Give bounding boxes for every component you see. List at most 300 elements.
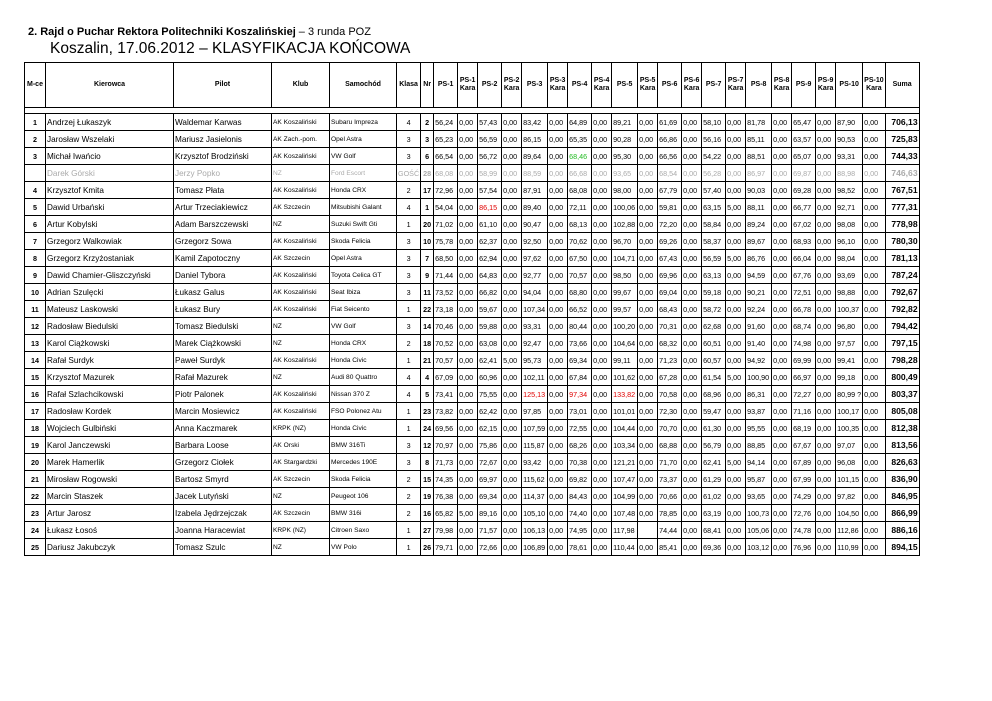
table-cell: 0,00 <box>502 182 522 199</box>
table-cell: 7 <box>25 233 46 250</box>
table-cell: Honda Civic <box>330 352 397 369</box>
table-cell: 133,82 <box>612 386 638 403</box>
table-cell: 0,00 <box>682 284 702 301</box>
table-cell: 106,13 <box>522 522 548 539</box>
table-cell: 66,68 <box>568 165 592 182</box>
table-cell: 66,52 <box>568 301 592 318</box>
table-cell: 98,52 <box>836 182 863 199</box>
table-cell: 89,40 <box>522 199 548 216</box>
table-cell: 0,00 <box>816 165 836 182</box>
table-cell: 58,37 <box>702 233 726 250</box>
table-cell: 69,34 <box>478 488 502 505</box>
table-cell: NZ <box>272 335 330 352</box>
table-cell: 79,98 <box>434 522 458 539</box>
table-cell: 63,13 <box>702 267 726 284</box>
table-cell: 107,34 <box>522 301 548 318</box>
table-cell: 4 <box>397 199 421 216</box>
column-header: Klasa <box>397 63 421 108</box>
table-cell: 11 <box>421 284 434 301</box>
table-cell: 0,00 <box>458 250 478 267</box>
table-cell: 0,00 <box>458 131 478 148</box>
table-cell: 68,54 <box>658 165 682 182</box>
table-cell: 4 <box>421 369 434 386</box>
table-cell: 0,00 <box>863 471 885 488</box>
table-cell: 115,62 <box>522 471 548 488</box>
table-cell: 1 <box>397 403 421 420</box>
table-cell: 744,33 <box>885 148 919 165</box>
table-cell: 0,00 <box>592 284 612 301</box>
table-cell: 15 <box>421 471 434 488</box>
table-cell: 63,15 <box>702 199 726 216</box>
table-cell: AK Koszaliński <box>272 301 330 318</box>
table-cell: 792,67 <box>885 284 919 301</box>
table-cell: 0,00 <box>726 284 746 301</box>
table-cell: 0,00 <box>816 471 836 488</box>
table-cell: 0,00 <box>502 369 522 386</box>
table-cell: 813,56 <box>885 437 919 454</box>
column-header: Suma <box>885 63 919 108</box>
table-cell: 0,00 <box>863 488 885 505</box>
table-cell: 0,00 <box>772 318 792 335</box>
table-cell: Dawid Urbański <box>46 199 174 216</box>
table-cell: AK Koszaliński <box>272 114 330 131</box>
table-cell: 59,81 <box>658 199 682 216</box>
table-cell: 0,00 <box>502 199 522 216</box>
table-cell: 5,00 <box>726 369 746 386</box>
table-cell: 88,98 <box>836 165 863 182</box>
table-cell: 99,18 <box>836 369 863 386</box>
table-cell: 0,00 <box>726 420 746 437</box>
table-cell: 21 <box>421 352 434 369</box>
table-cell: 0,00 <box>772 267 792 284</box>
table-cell: 0,00 <box>548 250 568 267</box>
table-cell: 0,00 <box>638 471 658 488</box>
table-cell: 67,28 <box>658 369 682 386</box>
table-cell: 0,00 <box>638 284 658 301</box>
table-cell: Łukasz Bury <box>174 301 272 318</box>
table-cell: 2 <box>397 488 421 505</box>
table-cell: 9 <box>25 267 46 284</box>
table-cell: 0,00 <box>548 233 568 250</box>
table-cell: 68,50 <box>434 250 458 267</box>
table-cell: 0,00 <box>502 403 522 420</box>
table-cell: 69,04 <box>658 284 682 301</box>
table-cell: 725,83 <box>885 131 919 148</box>
table-row <box>25 233 920 250</box>
table-cell: Radosław Biedulski <box>46 318 174 335</box>
table-cell: 99,11 <box>612 352 638 369</box>
table-cell: 5,00 <box>502 352 522 369</box>
table-cell: 0,00 <box>863 165 885 182</box>
table-cell: NZ <box>272 318 330 335</box>
table-cell: 0,00 <box>726 114 746 131</box>
table-cell: 0,00 <box>816 352 836 369</box>
table-cell: 100,17 <box>836 403 863 420</box>
table-cell: 0,00 <box>863 386 885 403</box>
table-cell: 0,00 <box>548 267 568 284</box>
table-cell: 0,00 <box>682 182 702 199</box>
table-cell: 0,00 <box>502 216 522 233</box>
table-cell: 73,52 <box>434 284 458 301</box>
table-cell: 75,86 <box>478 437 502 454</box>
table-cell: 0,00 <box>863 352 885 369</box>
table-cell: 0,00 <box>502 267 522 284</box>
table-cell: 70,97 <box>434 437 458 454</box>
table-cell: 104,50 <box>836 505 863 522</box>
table-cell: AK Stargardzki <box>272 454 330 471</box>
table-cell: 0,00 <box>592 131 612 148</box>
table-cell: 794,42 <box>885 318 919 335</box>
table-cell: NZ <box>272 165 330 182</box>
table-cell: 0,00 <box>863 318 885 335</box>
table-cell: 98,50 <box>612 267 638 284</box>
table-cell: 93,69 <box>836 267 863 284</box>
table-cell: 83,42 <box>522 114 548 131</box>
table-cell: Opel Astra <box>330 250 397 267</box>
table-cell: 0,00 <box>548 437 568 454</box>
table-cell: Kamil Zapotoczny <box>174 250 272 267</box>
table-cell: 67,76 <box>792 267 816 284</box>
table-cell: AK Zach.-pom. <box>272 131 330 148</box>
event-title <box>28 26 371 38</box>
table-cell: 0,00 <box>726 471 746 488</box>
table-cell: 80,44 <box>568 318 592 335</box>
table-cell: Wojciech Gulbiński <box>46 420 174 437</box>
table-cell: 67,84 <box>568 369 592 386</box>
table-cell: 0,00 <box>682 386 702 403</box>
table-cell: 0,00 <box>772 522 792 539</box>
table-cell: 104,64 <box>612 335 638 352</box>
table-cell: 59,88 <box>478 318 502 335</box>
table-cell: 89,16 <box>478 505 502 522</box>
table-row <box>25 505 920 522</box>
table-cell: Honda Civic <box>330 420 397 437</box>
table-cell: 20 <box>25 454 46 471</box>
table-cell: 0,00 <box>863 284 885 301</box>
table-cell: 0,00 <box>548 386 568 403</box>
table-cell: 61,54 <box>702 369 726 386</box>
table-cell: VW Golf <box>330 318 397 335</box>
table-cell: 97,85 <box>522 403 548 420</box>
table-row <box>25 488 920 505</box>
table-cell: 69,28 <box>792 182 816 199</box>
table-cell: AK Orski <box>272 437 330 454</box>
table-cell: 0,00 <box>816 250 836 267</box>
table-cell: AK Koszaliński <box>272 267 330 284</box>
table-cell: NZ <box>272 488 330 505</box>
table-row <box>25 165 920 182</box>
table-cell: Marcin Staszek <box>46 488 174 505</box>
table-cell: 71,44 <box>434 267 458 284</box>
table-cell: 76,96 <box>792 539 816 556</box>
table-cell: 23 <box>421 403 434 420</box>
table-cell: GOŚĆ <box>397 165 421 182</box>
table-cell: 0,00 <box>638 114 658 131</box>
table-cell: 0,00 <box>458 165 478 182</box>
table-cell: 0,00 <box>863 233 885 250</box>
column-header: M-ce <box>25 63 46 108</box>
table-cell: 60,57 <box>702 352 726 369</box>
table-cell: 0,00 <box>458 403 478 420</box>
table-cell: 65,07 <box>792 148 816 165</box>
table-cell: 112,86 <box>836 522 863 539</box>
table-cell: 0,00 <box>726 386 746 403</box>
table-cell: 0,00 <box>816 386 836 403</box>
table-cell: 78,85 <box>658 505 682 522</box>
table-cell: 96,80 <box>836 318 863 335</box>
table-cell: 0,00 <box>638 488 658 505</box>
table-cell: 68,19 <box>792 420 816 437</box>
table-cell: 58,84 <box>702 216 726 233</box>
table-cell: 0,00 <box>816 233 836 250</box>
table-cell: 94,14 <box>746 454 772 471</box>
table-cell: 98,04 <box>836 250 863 267</box>
table-row <box>25 284 920 301</box>
table-cell: 1 <box>397 539 421 556</box>
table-cell: 97,57 <box>836 335 863 352</box>
table-cell: 69,97 <box>478 471 502 488</box>
column-header: Nr <box>421 63 434 108</box>
table-cell: 95,55 <box>746 420 772 437</box>
table-cell: 0,00 <box>458 471 478 488</box>
table-cell: 0,00 <box>458 301 478 318</box>
table-cell: 71,70 <box>658 454 682 471</box>
column-header: PS-7 Kara <box>726 63 746 108</box>
table-cell: 90,28 <box>612 131 638 148</box>
table-cell: Krzysztof Mazurek <box>46 369 174 386</box>
table-cell: 56,79 <box>702 437 726 454</box>
table-cell: 97,07 <box>836 437 863 454</box>
table-cell: 0,00 <box>638 403 658 420</box>
table-cell: 0,00 <box>502 488 522 505</box>
table-cell: 70,31 <box>658 318 682 335</box>
table-cell: 0,00 <box>502 522 522 539</box>
table-cell: 0,00 <box>772 131 792 148</box>
table-cell: 70,62 <box>568 233 592 250</box>
table-cell: 3 <box>25 148 46 165</box>
table-cell: 0,00 <box>816 148 836 165</box>
table-cell: 93,42 <box>522 454 548 471</box>
table-cell: Joanna Haracewiat <box>174 522 272 539</box>
table-cell: NZ <box>272 369 330 386</box>
table-cell: 6 <box>25 216 46 233</box>
table-cell: 0,00 <box>458 437 478 454</box>
table-cell: 105,06 <box>746 522 772 539</box>
table-cell: 0,00 <box>726 488 746 505</box>
table-cell: 0,00 <box>682 165 702 182</box>
table-cell: 6 <box>421 148 434 165</box>
table-cell: 89,24 <box>746 216 772 233</box>
table-cell: Mitsubishi Galant <box>330 199 397 216</box>
table-cell: 0,00 <box>726 318 746 335</box>
table-cell: 73,37 <box>658 471 682 488</box>
table-cell: 0,00 <box>682 233 702 250</box>
table-cell: 5,00 <box>458 505 478 522</box>
table-cell: 0,00 <box>772 352 792 369</box>
table-cell: 73,66 <box>568 335 592 352</box>
table-cell: Barbara Loose <box>174 437 272 454</box>
table-row <box>25 114 920 131</box>
table-cell: 4 <box>397 114 421 131</box>
table-cell: 0,00 <box>682 488 702 505</box>
table-cell: 0,00 <box>458 522 478 539</box>
table-cell: 0,00 <box>682 318 702 335</box>
table-cell: KRPK (NZ) <box>272 522 330 539</box>
table-cell: 70,70 <box>658 420 682 437</box>
table-cell: 0,00 <box>458 114 478 131</box>
table-cell: 0,00 <box>592 233 612 250</box>
table-cell: 0,00 <box>772 233 792 250</box>
table-cell: 0,00 <box>772 114 792 131</box>
table-cell: 0,00 <box>682 335 702 352</box>
table-cell: 0,00 <box>863 522 885 539</box>
table-cell: 0,00 <box>726 522 746 539</box>
table-cell: 0,00 <box>772 505 792 522</box>
table-cell: AK Koszaliński <box>272 148 330 165</box>
table-cell: 0,00 <box>548 454 568 471</box>
table-cell: 97,82 <box>836 488 863 505</box>
table-cell: 14 <box>25 352 46 369</box>
table-cell: 22 <box>25 488 46 505</box>
table-cell: 74,95 <box>568 522 592 539</box>
table-cell: 18 <box>25 420 46 437</box>
table-cell: 73,18 <box>434 301 458 318</box>
table-cell: 0,00 <box>863 420 885 437</box>
table-cell: 0,00 <box>638 505 658 522</box>
table-cell: 805,08 <box>885 403 919 420</box>
table-cell: Tomasz Biedulski <box>174 318 272 335</box>
table-cell: 56,59 <box>478 131 502 148</box>
table-row <box>25 352 920 369</box>
table-cell: 20 <box>421 216 434 233</box>
column-header: PS-10 <box>836 63 863 108</box>
table-cell: 0,00 <box>592 403 612 420</box>
table-cell: 0,00 <box>863 301 885 318</box>
table-cell: 0,00 <box>682 505 702 522</box>
table-cell: NZ <box>272 216 330 233</box>
table-cell: 66,54 <box>434 148 458 165</box>
table-cell: 0,00 <box>502 386 522 403</box>
table-cell: 0,00 <box>682 301 702 318</box>
column-header: PS-7 <box>702 63 726 108</box>
table-cell: 90,03 <box>746 182 772 199</box>
table-cell: Dariusz Jakubczyk <box>46 539 174 556</box>
table-cell: 86,76 <box>746 250 772 267</box>
table-cell: 0,00 <box>816 522 836 539</box>
table-cell: 0,00 <box>502 250 522 267</box>
column-header: Samochód <box>330 63 397 108</box>
table-cell: 0,00 <box>772 250 792 267</box>
column-header: PS-8 Kara <box>772 63 792 108</box>
table-cell: 92,50 <box>522 233 548 250</box>
table-cell: 72,55 <box>568 420 592 437</box>
table-cell: 68,32 <box>658 335 682 352</box>
table-cell: 0,00 <box>772 420 792 437</box>
table-cell: 12 <box>25 318 46 335</box>
table-cell: 0,00 <box>863 216 885 233</box>
table-cell: 98,08 <box>836 216 863 233</box>
table-cell: 0,00 <box>863 454 885 471</box>
table-row <box>25 148 920 165</box>
table-cell: 67,79 <box>658 182 682 199</box>
table-cell: 0,00 <box>682 522 702 539</box>
table-cell: 767,51 <box>885 182 919 199</box>
table-cell: Dawid Chamier-Gliszczyński <box>46 267 174 284</box>
table-cell: Karol Janczewski <box>46 437 174 454</box>
table-cell: 89,67 <box>746 233 772 250</box>
table-cell: 72,11 <box>568 199 592 216</box>
table-cell: 0,00 <box>863 505 885 522</box>
table-cell: 0,00 <box>548 165 568 182</box>
table-cell: 69,56 <box>434 420 458 437</box>
table-cell: 3 <box>421 131 434 148</box>
table-cell: Waldemar Karwas <box>174 114 272 131</box>
table-cell: 102,11 <box>522 369 548 386</box>
table-cell: 93,31 <box>522 318 548 335</box>
table-cell: 24 <box>25 522 46 539</box>
table-cell: 68,74 <box>792 318 816 335</box>
table-cell: 69,34 <box>568 352 592 369</box>
column-header: PS-8 <box>746 63 772 108</box>
table-cell: 95,73 <box>522 352 548 369</box>
table-cell: 0,00 <box>502 420 522 437</box>
table-cell: Marcin Mosiewicz <box>174 403 272 420</box>
table-cell: 0,00 <box>548 114 568 131</box>
table-cell: 74,78 <box>792 522 816 539</box>
table-cell: 93,31 <box>836 148 863 165</box>
table-cell: Andrzej Łukaszyk <box>46 114 174 131</box>
table-cell: 69,26 <box>658 233 682 250</box>
table-cell: 117,98 <box>612 522 638 539</box>
table-cell: 59,47 <box>702 403 726 420</box>
column-header: PS-2 <box>478 63 502 108</box>
table-cell: Jerzy Popko <box>174 165 272 182</box>
table-cell: 101,15 <box>836 471 863 488</box>
table-cell: Michał Iwańcio <box>46 148 174 165</box>
table-cell: 0,00 <box>863 131 885 148</box>
table-cell: Toyota Celica GT <box>330 267 397 284</box>
table-cell: 56,28 <box>702 165 726 182</box>
table-cell: VW Polo <box>330 539 397 556</box>
results-table <box>24 62 920 556</box>
table-cell: 57,54 <box>478 182 502 199</box>
table-cell: 96,10 <box>836 233 863 250</box>
table-cell: 2 <box>25 131 46 148</box>
table-cell: 88,85 <box>746 437 772 454</box>
column-header: PS-10 Kara <box>863 63 885 108</box>
table-cell: 0,00 <box>458 284 478 301</box>
table-cell: 3 <box>397 250 421 267</box>
table-cell: Daniel Tybora <box>174 267 272 284</box>
table-cell: 0,00 <box>458 267 478 284</box>
table-cell <box>25 165 46 182</box>
table-cell: NZ <box>272 539 330 556</box>
table-cell: 0,00 <box>548 216 568 233</box>
column-header: PS-9 <box>792 63 816 108</box>
table-cell: 0,00 <box>502 114 522 131</box>
table-cell: BMW 316Ti <box>330 437 397 454</box>
table-cell: 0,00 <box>682 369 702 386</box>
table-cell: 90,53 <box>836 131 863 148</box>
table-cell: 0,00 <box>592 216 612 233</box>
table-cell: 67,02 <box>792 216 816 233</box>
table-cell: 87,91 <box>522 182 548 199</box>
table-row <box>25 267 920 284</box>
table-cell: 0,00 <box>458 386 478 403</box>
table-cell: 73,82 <box>434 403 458 420</box>
table-cell: 62,15 <box>478 420 502 437</box>
column-header: PS-1 Kara <box>458 63 478 108</box>
